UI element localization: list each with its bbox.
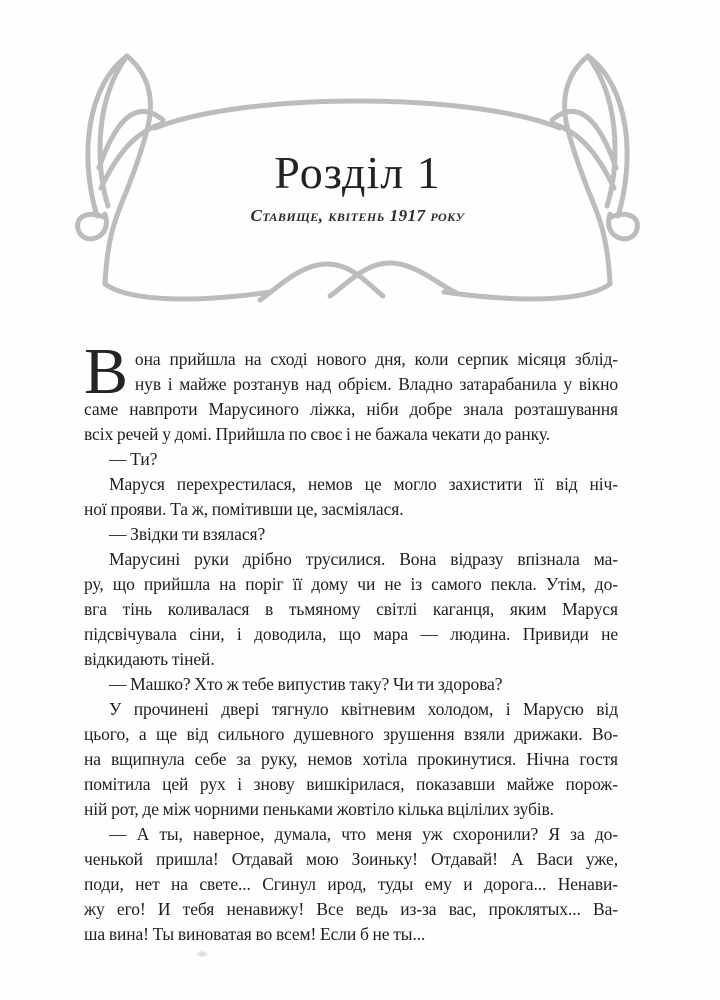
text-line: саме навпроти Марусиного ліжка, ніби добре знала розташування	[84, 399, 618, 419]
text-line: нув і майже розтанув над обрієм. Владно затарабанила у вікно	[134, 374, 618, 394]
paragraph	[84, 335, 618, 447]
text-line: — А ты, наверное, думала, что меня уж схоронили? Я за до-	[109, 824, 618, 844]
text-line: на вщипнула себе за руку, немов хотіла прокинутися. Нічна гостя	[84, 749, 618, 769]
paragraph	[84, 472, 618, 522]
chapter-title: Розділ 1	[274, 147, 441, 198]
text-line: поди, нет на свете... Сгинул ирод, туды ему и дорога... Ненави-	[84, 874, 618, 894]
text-line: ної прояви. Та ж, помітивши це, засміялася.	[84, 499, 404, 519]
text-line: ній рот, де між чорними пеньками жовтіло кілька вцілілих зубів.	[84, 799, 554, 819]
text-line: У прочинені двері тягнуло квітневим холодом, і Марусю від	[109, 699, 618, 719]
paragraph	[84, 672, 618, 697]
text-line: — Машко? Хто ж тебе випустив таку? Чи ти здорова?	[109, 674, 503, 694]
text-line: цього, а ще від сильного душевного зрушення взяли дрижаки. Во-	[84, 724, 618, 744]
text-line: вга тінь коливалася в тьмяному світлі каганця, яким Маруся	[84, 599, 618, 619]
text-line: помітила цей рух і знову вишкірилася, показавши майже порож-	[84, 774, 618, 794]
text-line: ченькой пришла! Отдавай мою Зоиньку! Отдавай! А Васи уже,	[84, 849, 618, 869]
text-line: она прийшла на сході нового дня, коли серпик місяця зблід-	[134, 349, 618, 369]
paragraph	[84, 447, 618, 472]
text-line: відкидають тіней.	[84, 649, 215, 669]
drop-cap: В	[84, 335, 128, 408]
text-line: ша вина! Ты виноватая во всем! Если б не ты...	[84, 924, 426, 944]
scan-smudge	[195, 950, 209, 958]
chapter-header	[75, 48, 640, 313]
text-line: жу его! И тебя ненавижу! Все ведь из-за вас, проклятых... Ва-	[84, 899, 618, 919]
text-line: Марусині руки дрібно трусилися. Вона відразу впізнала ма-	[109, 549, 618, 569]
paragraph	[84, 822, 618, 947]
text-line: ру, що прийшла на поріг її дому чи не із самого пекла. Утім, до-	[84, 574, 618, 594]
paragraph	[84, 547, 618, 672]
text-line: всіх речей у домі. Прийшла по своє і не бажала чекати до ранку.	[84, 424, 550, 444]
paragraph	[84, 522, 618, 547]
body-text	[84, 335, 618, 947]
text-line: підсвічувала сіни, і доводила, що мара — людина. Привиди не	[84, 624, 618, 644]
text-line: — Ти?	[109, 449, 158, 469]
text-line: — Звідки ти взялася?	[109, 524, 266, 544]
paragraph	[84, 697, 618, 822]
chapter-subtitle: Ставище, квітень 1917 року	[250, 206, 465, 225]
text-line: Маруся перехрестилася, немов це могло захистити її від ніч-	[109, 474, 618, 494]
